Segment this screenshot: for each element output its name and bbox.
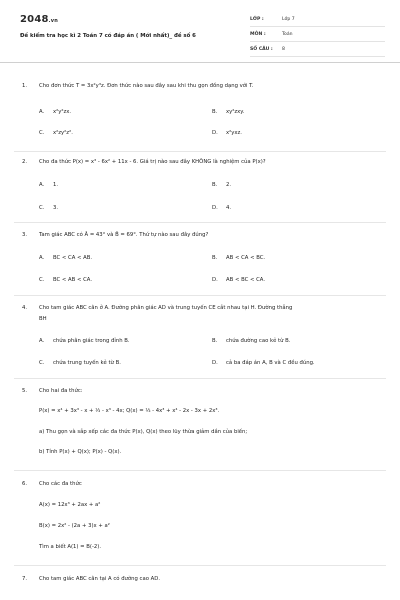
question-number: 3. bbox=[22, 232, 28, 238]
option-b[interactable] bbox=[212, 255, 265, 262]
divider bbox=[14, 222, 386, 223]
question-number: 5. bbox=[22, 388, 28, 394]
page-title: Đề kiểm tra học kì 2 Toán 7 có đáp án ( Mới nhất)_ đề số 6 bbox=[20, 33, 196, 39]
option-label: A. bbox=[39, 255, 45, 261]
option-d[interactable] bbox=[212, 130, 242, 137]
divider bbox=[14, 470, 386, 471]
option-label: B. bbox=[212, 109, 218, 115]
meta-key: MÔN : bbox=[250, 31, 266, 37]
option-label: B. bbox=[212, 182, 218, 188]
option-text: 3. bbox=[53, 205, 59, 211]
option-label: C. bbox=[39, 277, 45, 283]
polynomial-b: B(x) = 2x² - (2a + 3)x + a² bbox=[39, 523, 110, 529]
option-text: x²yxz. bbox=[226, 130, 242, 136]
meta-value: Toán bbox=[282, 31, 293, 37]
question-text: Cho tam giác ABC cân tại A có đường cao AD. bbox=[39, 576, 161, 582]
question-text: Cho đa thức P(x) = x³ - 6x² + 11x - 6. Giá trị nào sau đây KHÔNG là nghiệm của P(x)? bbox=[39, 159, 266, 165]
option-label: A. bbox=[39, 109, 45, 115]
option-text: 2. bbox=[226, 182, 232, 188]
question-number: 4. bbox=[22, 305, 28, 311]
option-label: C. bbox=[39, 130, 45, 136]
option-c[interactable] bbox=[39, 277, 92, 284]
meta-value: 8 bbox=[282, 46, 285, 52]
meta-row-class bbox=[250, 12, 385, 27]
question-6 bbox=[0, 481, 400, 553]
option-b[interactable] bbox=[212, 109, 244, 116]
meta-key: SỐ CÂU : bbox=[250, 46, 273, 52]
option-a[interactable] bbox=[39, 109, 71, 116]
question-5 bbox=[0, 388, 400, 460]
meta-value: Lớp 7 bbox=[282, 16, 295, 22]
question-4 bbox=[0, 305, 400, 375]
option-text: x²y²zx. bbox=[53, 109, 72, 115]
divider bbox=[14, 151, 386, 152]
option-b[interactable] bbox=[212, 338, 290, 345]
question-7 bbox=[0, 576, 400, 592]
question-text: Cho các đa thức bbox=[39, 481, 82, 487]
meta-row-subject bbox=[250, 27, 385, 42]
site-logo[interactable] bbox=[20, 14, 58, 25]
question-number: 1. bbox=[22, 83, 28, 89]
option-d[interactable] bbox=[212, 277, 265, 284]
meta-row-count bbox=[250, 42, 385, 57]
logo-tld: .vn bbox=[48, 18, 58, 24]
logo-text: 2048 bbox=[20, 14, 49, 25]
option-text: AB < BC < CA. bbox=[226, 277, 266, 283]
question-1 bbox=[0, 83, 400, 149]
option-c[interactable] bbox=[39, 205, 58, 212]
option-text: cả ba đáp án A, B và C đều đúng. bbox=[226, 360, 315, 366]
question-number: 7. bbox=[22, 576, 28, 582]
option-label: A. bbox=[39, 338, 45, 344]
task-a: a) Thu gọn và sắp xếp các đa thức P(x), Q(x) theo lũy thừa giảm dần của biến; bbox=[39, 429, 248, 435]
divider bbox=[14, 565, 386, 566]
option-label: D. bbox=[212, 205, 218, 211]
polynomial-a: A(x) = 12x³ + 2ax + a² bbox=[39, 502, 101, 508]
option-a[interactable] bbox=[39, 338, 130, 345]
divider bbox=[14, 295, 386, 296]
question-number: 2. bbox=[22, 159, 28, 165]
option-a[interactable] bbox=[39, 182, 58, 189]
option-text: BC < CA < AB. bbox=[53, 255, 93, 261]
option-a[interactable] bbox=[39, 255, 92, 262]
question-2 bbox=[0, 159, 400, 217]
option-text: AB < CA < BC. bbox=[226, 255, 266, 261]
option-label: D. bbox=[212, 130, 218, 136]
option-text: x²zy²z². bbox=[53, 130, 73, 136]
page-header bbox=[0, 0, 400, 63]
question-text: Cho tam giác ABC cân ở A. Đường phân giác AD và trung tuyến CE cắt nhau tại H. Đường thẳng bbox=[39, 305, 293, 311]
option-c[interactable] bbox=[39, 130, 73, 137]
polynomial-definitions: P(x) = x⁴ + 3x³ - x + ⅓ - x³ - 4x; Q(x) = ⅓ - 4x³ + x⁴ - 2x - 3x + 2x³. bbox=[39, 408, 220, 414]
option-c[interactable] bbox=[39, 360, 121, 367]
option-label: C. bbox=[39, 205, 45, 211]
question-number: 6. bbox=[22, 481, 28, 487]
option-text: 1. bbox=[53, 182, 59, 188]
divider bbox=[14, 378, 386, 379]
option-text: chứa trung tuyến kẻ từ B. bbox=[53, 360, 121, 366]
option-text: xy²zxy. bbox=[226, 109, 245, 115]
exam-meta-table bbox=[250, 12, 385, 57]
option-label: D. bbox=[212, 277, 218, 283]
option-d[interactable] bbox=[212, 205, 231, 212]
option-text: BC < AB < CA. bbox=[53, 277, 93, 283]
task-b: b) Tính P(x) + Q(x); P(x) - Q(x). bbox=[39, 449, 122, 455]
option-text: chứa đường cao kẻ từ B. bbox=[226, 338, 291, 344]
question-text: Cho đơn thức T = 3x²y³z. Đơn thức nào sau đây sau khi thu gọn đồng dạng với T. bbox=[39, 83, 254, 89]
option-label: D. bbox=[212, 360, 218, 366]
question-text: Cho hai đa thức: bbox=[39, 388, 83, 394]
option-text: 4. bbox=[226, 205, 232, 211]
option-label: C. bbox=[39, 360, 45, 366]
option-label: B. bbox=[212, 255, 218, 261]
option-d[interactable] bbox=[212, 360, 315, 367]
option-label: A. bbox=[39, 182, 45, 188]
task: Tìm a biết A(1) = B(-2). bbox=[39, 544, 101, 550]
question-3 bbox=[0, 232, 400, 292]
question-text: Tam giác ABC có Â = 43° và B̂ = 69°. Thứ tự nào sau đây đúng? bbox=[39, 232, 209, 238]
option-text: chứa phân giác trong đỉnh B. bbox=[53, 338, 130, 344]
option-b[interactable] bbox=[212, 182, 231, 189]
question-text-continued: BH bbox=[39, 316, 47, 322]
option-label: B. bbox=[212, 338, 218, 344]
meta-key: LỚP : bbox=[250, 16, 264, 22]
